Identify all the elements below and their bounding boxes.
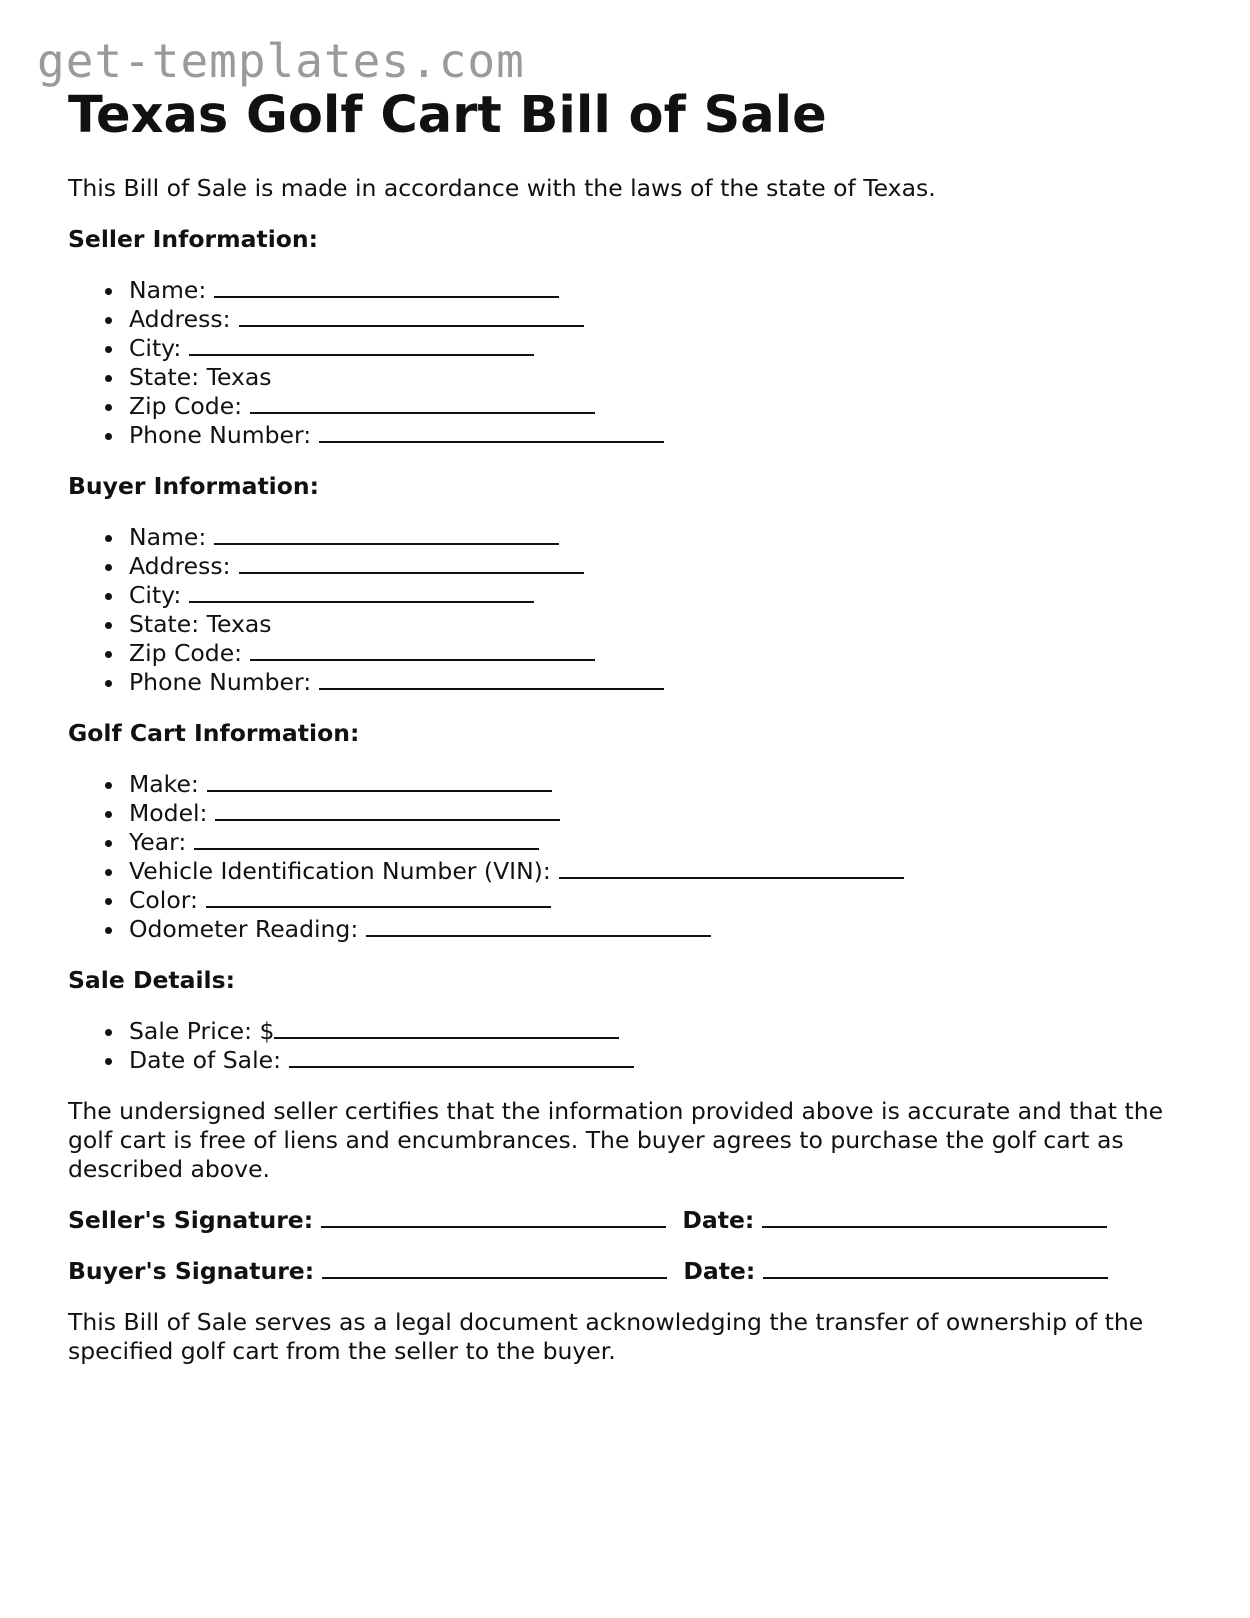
sale-date-field [129,1046,1188,1075]
field-label: Make: [129,770,199,799]
field-label: Sale Price: $ [129,1017,275,1046]
seller-city-blank[interactable] [189,334,534,356]
field-label: Date of Sale: [129,1046,281,1075]
field-label: State: Texas [129,610,272,639]
seller-state-field [129,363,1188,392]
seller-address-blank[interactable] [239,305,584,327]
buyer-signature-line [68,1257,1188,1286]
seller-signature-blank[interactable] [321,1206,666,1228]
field-label: Year: [129,828,187,857]
watermark: get-templates.com [37,34,525,88]
page-title: Texas Golf Cart Bill of Sale [68,86,827,145]
seller-date-label: Date: [682,1206,755,1235]
field-label: Phone Number: [129,421,312,450]
cart-year-field [129,828,1188,857]
field-label: Name: [129,523,207,552]
seller-name-field [129,276,1188,305]
cart-vin-field [129,857,1188,886]
intro-paragraph: This Bill of Sale is made in accordance with the laws of the state of Texas. [68,174,936,203]
seller-city-field [129,334,1188,363]
sale-date-blank[interactable] [289,1046,634,1068]
seller-phone-field [129,421,1188,450]
field-label: Model: [129,799,208,828]
buyer-signature-label: Buyer's Signature: [68,1257,315,1286]
buyer-zip-field [129,639,1188,668]
buyer-state-field [129,610,1188,639]
buyer-phone-blank[interactable] [319,668,664,690]
seller-signature-label: Seller's Signature: [68,1206,314,1235]
cart-odometer-field [129,915,1188,944]
seller-address-field [129,305,1188,334]
field-label: State: Texas [129,363,272,392]
seller-fields-list [68,276,1188,450]
field-label: Zip Code: [129,392,243,421]
field-label: Phone Number: [129,668,312,697]
field-label: City: [129,581,182,610]
closing-paragraph: This Bill of Sale serves as a legal document acknowledging the transfer of ownership of the specified golf cart from the seller to the buyer. [68,1308,1144,1366]
cart-year-blank[interactable] [194,828,539,850]
field-label: Address: [129,305,231,334]
field-label: Zip Code: [129,639,243,668]
buyer-name-field [129,523,1188,552]
field-label: Name: [129,276,207,305]
sale-fields-list [68,1017,1188,1075]
field-label: Color: [129,886,198,915]
buyer-city-field [129,581,1188,610]
cart-odometer-blank[interactable] [366,915,711,937]
buyer-phone-field [129,668,1188,697]
buyer-date-blank[interactable] [763,1257,1108,1279]
cart-model-field [129,799,1188,828]
cart-color-field [129,886,1188,915]
seller-name-blank[interactable] [214,276,559,298]
sale-price-blank[interactable] [274,1017,619,1039]
cart-fields-list [68,770,1188,944]
field-label: City: [129,334,182,363]
buyer-date-label: Date: [683,1257,756,1286]
buyer-city-blank[interactable] [189,581,534,603]
field-label: Address: [129,552,231,581]
seller-heading: Seller Information: [68,225,319,254]
buyer-address-field [129,552,1188,581]
buyer-signature-blank[interactable] [322,1257,667,1279]
buyer-fields-list [68,523,1188,697]
cart-heading: Golf Cart Information: [68,719,360,748]
buyer-heading: Buyer Information: [68,472,320,501]
cart-vin-blank[interactable] [559,857,904,879]
seller-zip-field [129,392,1188,421]
sale-price-field [129,1017,1188,1046]
field-label: Odometer Reading: [129,915,359,944]
buyer-zip-blank[interactable] [250,639,595,661]
cart-model-blank[interactable] [215,799,560,821]
buyer-address-blank[interactable] [239,552,584,574]
document-page [68,88,1188,1366]
field-label: Vehicle Identification Number (VIN): [129,857,551,886]
sale-heading: Sale Details: [68,966,235,995]
seller-phone-blank[interactable] [319,421,664,443]
certification-paragraph: The undersigned seller certifies that the information provided above is accurate and that the golf cart is free of liens and encumbrances. The buyer agrees to purchase the golf cart as described above. [68,1097,1164,1184]
seller-signature-line [68,1206,1188,1235]
seller-zip-blank[interactable] [250,392,595,414]
seller-date-blank[interactable] [762,1206,1107,1228]
buyer-name-blank[interactable] [214,523,559,545]
cart-color-blank[interactable] [206,886,551,908]
cart-make-field [129,770,1188,799]
cart-make-blank[interactable] [207,770,552,792]
